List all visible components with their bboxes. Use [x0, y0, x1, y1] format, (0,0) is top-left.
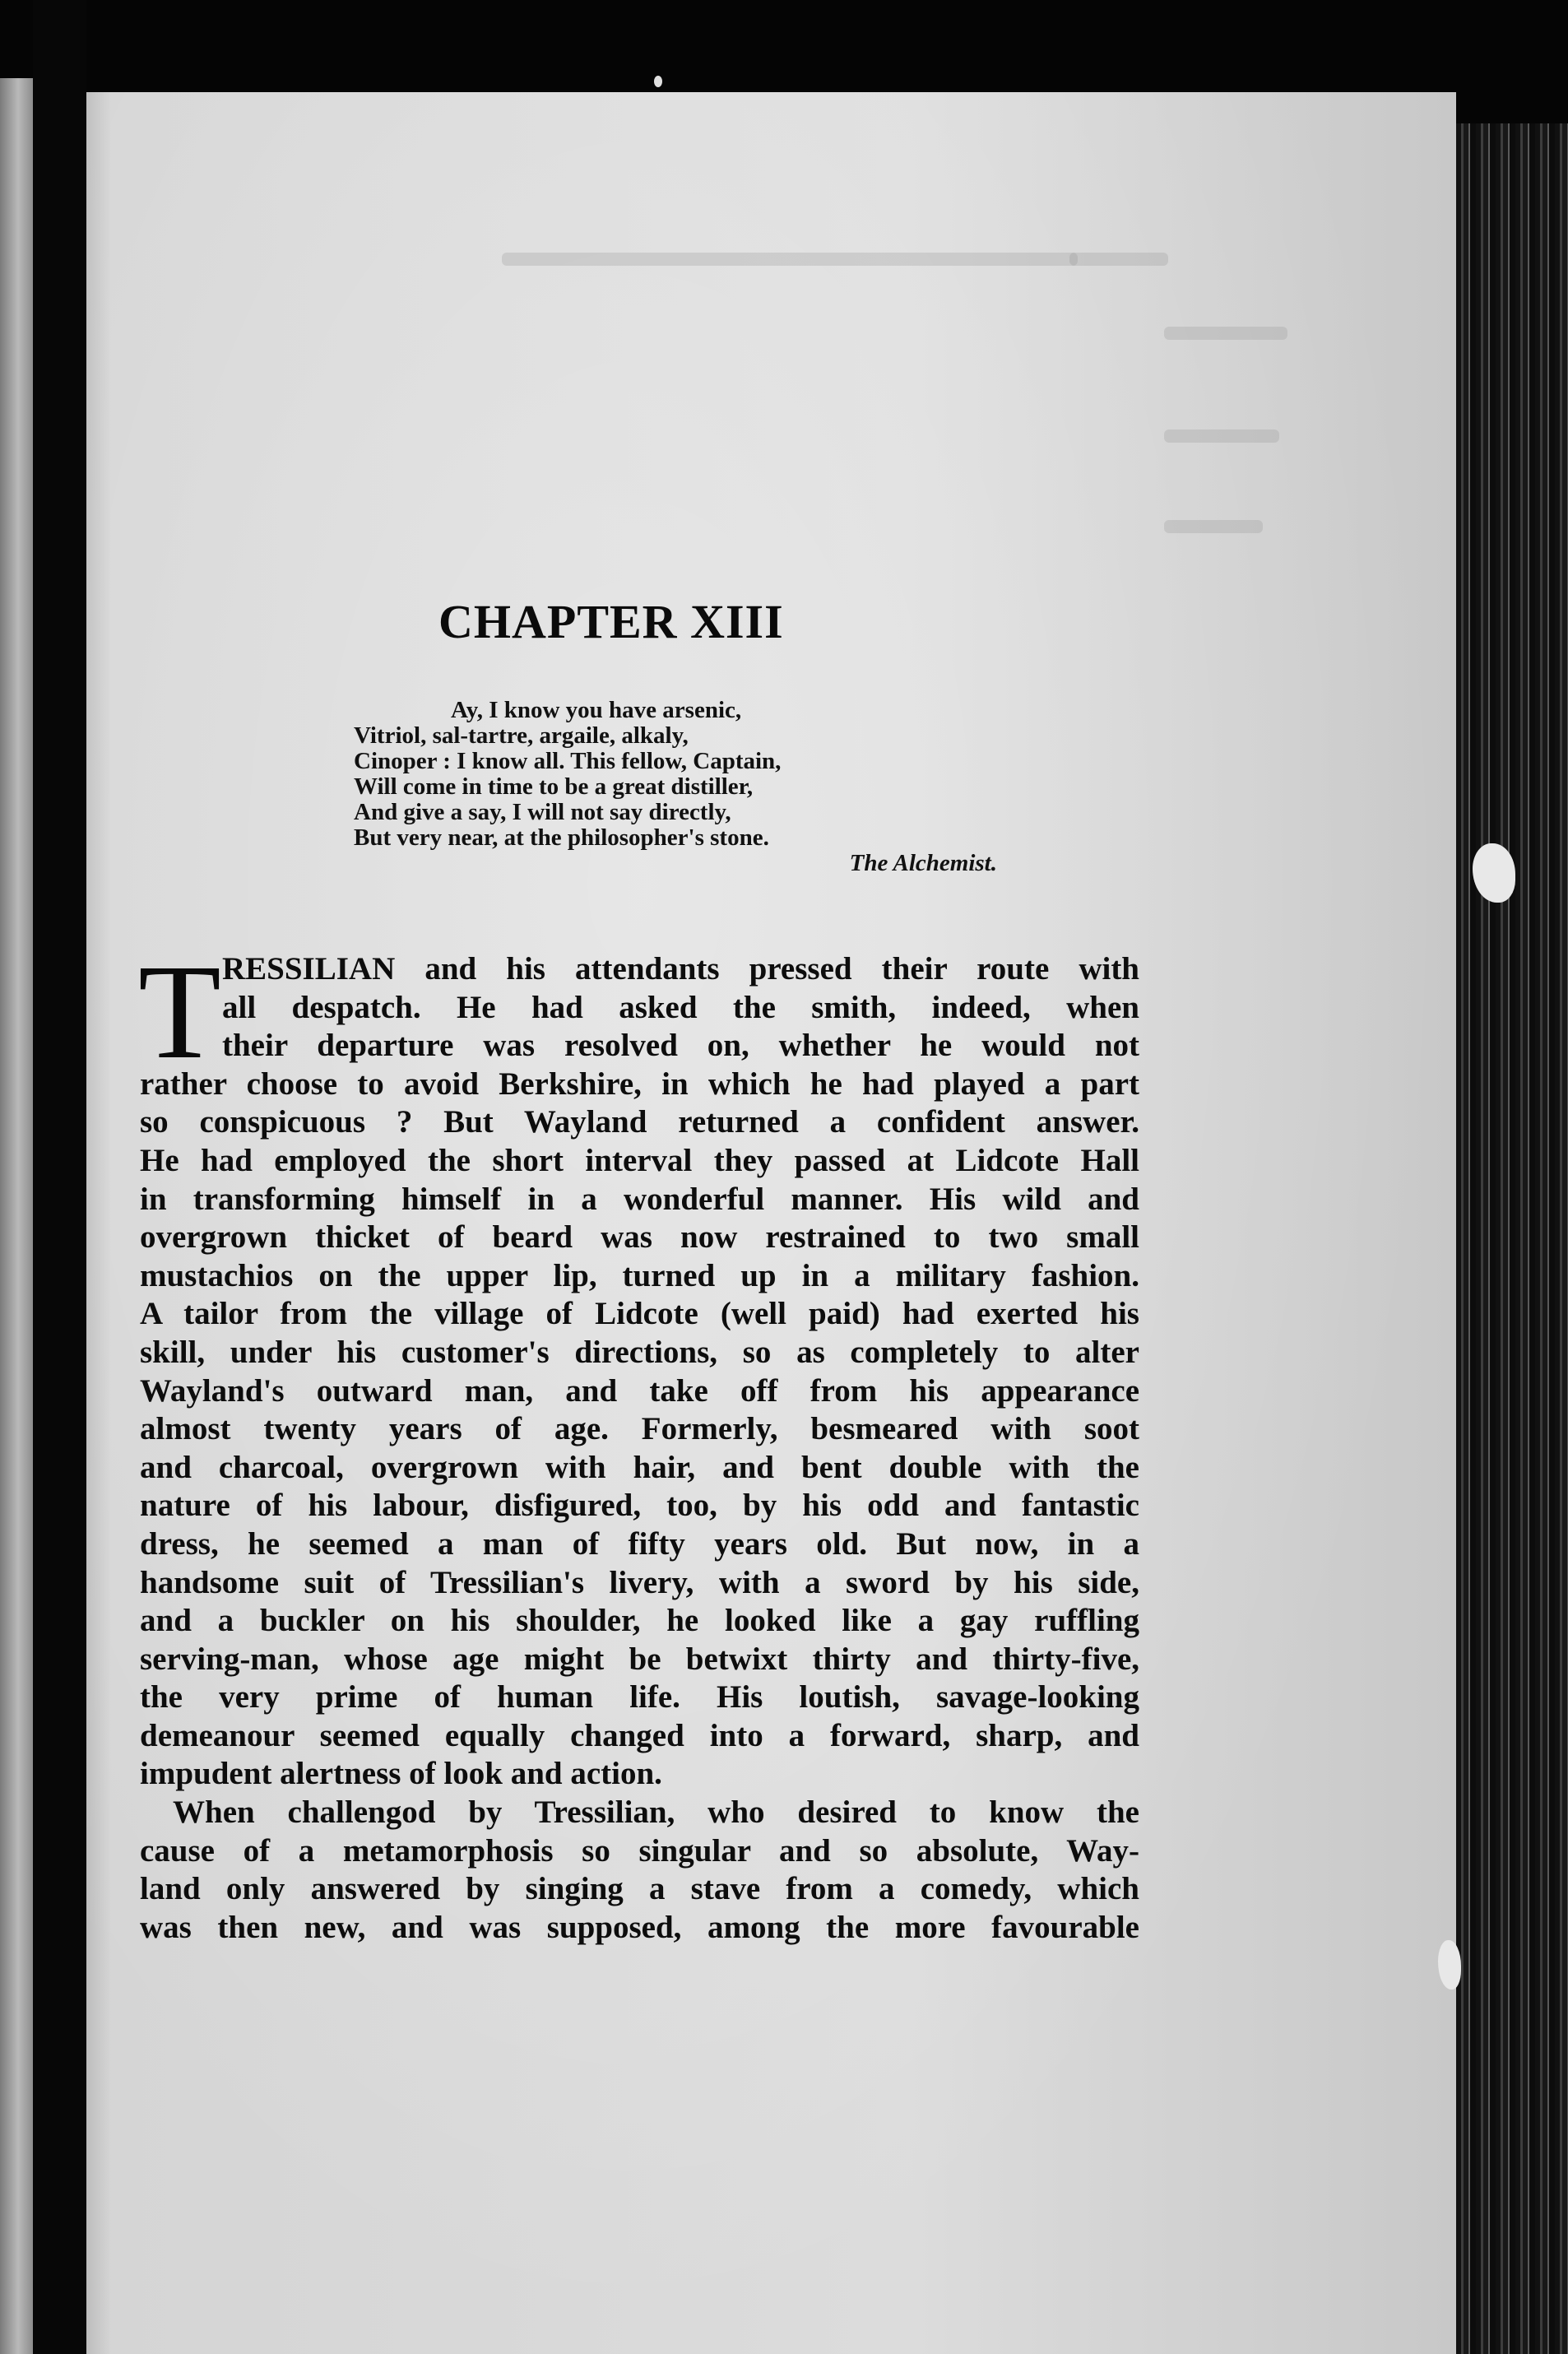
bleed-through-text [1164, 327, 1287, 340]
epigraph [354, 698, 995, 876]
book-gutter [33, 0, 86, 2354]
epigraph-line: Vitriol, sal-tartre, argaile, alkaly, [354, 722, 689, 749]
body-line: was then new, and was supposed, among the more favourable [140, 1909, 1139, 1945]
body-line: He had employed the short interval they passed at Lidcote Hall [140, 1142, 1139, 1178]
body-line: overgrown thicket of beard was now restrained to two small [140, 1219, 1139, 1256]
epigraph-line: Ay, I know you have arsenic, [451, 697, 742, 723]
chapter-title: CHAPTER XIII [438, 595, 784, 648]
body-line: mustachios on the upper lip, turned up in a military fashion. [140, 1257, 1139, 1293]
chapter-body [138, 936, 1139, 1947]
epigraph-line: But very near, at the philosopher's stone. [354, 824, 769, 851]
body-line: and a buckler on his shoulder, he looked like a gay ruffling [140, 1603, 1139, 1639]
previous-page-edge [0, 78, 33, 2354]
body-line: A tailor from the village of Lidcote (well paid) had exerted his [140, 1296, 1139, 1332]
epigraph-attribution: The Alchemist. [849, 850, 997, 876]
body-line: impudent alertness of look and action. [140, 1756, 662, 1792]
body-line: rather choose to avoid Berkshire, in which he had played a part [140, 1066, 1139, 1102]
body-line: demeanour seemed equally changed into a forward, sharp, and [140, 1717, 1139, 1753]
body-line: almost twenty years of age. Formerly, besmeared with soot [140, 1411, 1139, 1447]
body-line: RESSILIAN and his attendants pressed their route with [222, 951, 1139, 987]
body-line: cause of a metamorphosis so singular and so absolute, Way- [140, 1832, 1139, 1869]
body-line: the very prime of human life. His loutish, savage-looking [140, 1679, 1139, 1716]
epigraph-line: Will come in time to be a great distiller, [354, 773, 754, 800]
bleed-through-text [1164, 520, 1263, 533]
epigraph-line: And give a say, I will not say directly, [354, 799, 731, 825]
body-line: Wayland's outward man, and take off from his appearance [140, 1372, 1139, 1409]
bleed-through-text [1069, 253, 1168, 266]
body-line: and charcoal, overgrown with hair, and bent double with the [140, 1449, 1139, 1485]
body-line: nature of his labour, disfigured, too, by his odd and fantastic [140, 1488, 1139, 1524]
dust-speck [654, 76, 662, 87]
body-line: handsome suit of Tressilian's livery, with a sword by his side, [140, 1564, 1139, 1600]
body-line: so conspicuous ? But Wayland returned a confident answer. [140, 1104, 1139, 1140]
epigraph-line: Cinoper : I know all. This fellow, Captain, [354, 748, 782, 774]
drop-cap: T [138, 936, 221, 1087]
body-line: skill, under his customer's directions, so as completely to alter [140, 1334, 1139, 1370]
page-fore-edge [1456, 123, 1568, 2354]
body-line: all despatch. He had asked the smith, indeed, when [222, 989, 1139, 1025]
body-line: serving-man, whose age might be betwixt thirty and thirty-five, [140, 1641, 1139, 1677]
body-line: When challengod by Tressilian, who desired to know the [173, 1795, 1139, 1831]
body-line: land only answered by singing a stave from a comedy, which [140, 1871, 1139, 1907]
bleed-through-text [1164, 429, 1279, 443]
body-line: dress, he seemed a man of fifty years old. But now, in a [140, 1525, 1139, 1562]
bleed-through-text [502, 253, 1078, 266]
body-line: in transforming himself in a wonderful manner. His wild and [140, 1181, 1139, 1217]
body-line: their departure was resolved on, whether he would not [222, 1028, 1139, 1064]
